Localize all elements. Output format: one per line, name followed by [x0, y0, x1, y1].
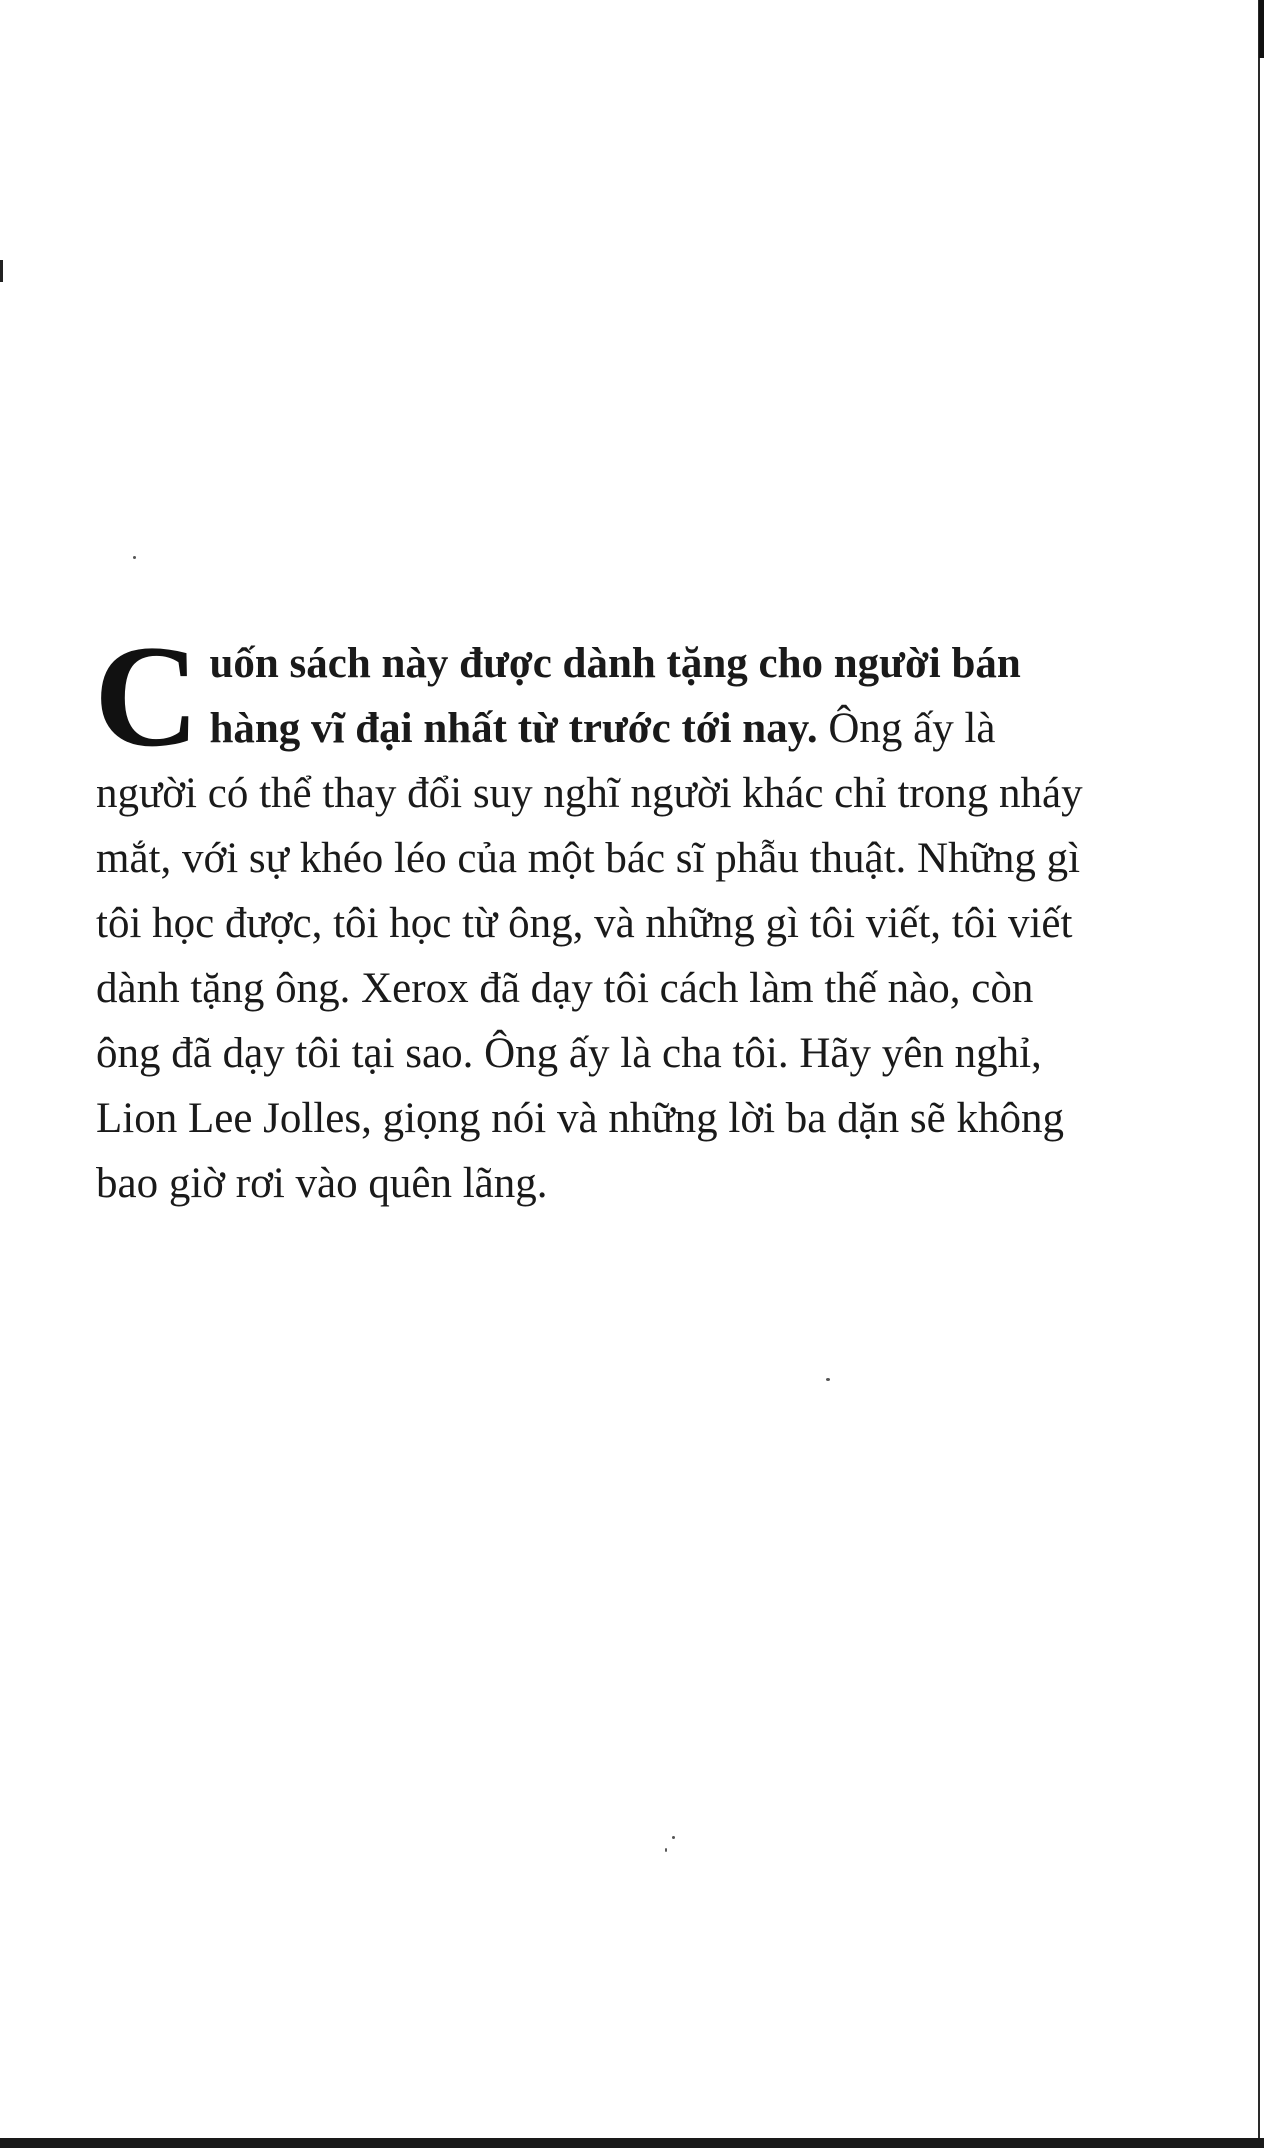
scan-speck: [826, 1378, 830, 1381]
dedication-lead: uốn sách này được dành tặng cho người bán hàng vĩ đại nhất từ trước tới nay.: [209, 640, 1021, 752]
dedication-paragraph: [94, 615, 1101, 1216]
scan-speck: [133, 556, 136, 559]
scan-edge-mark: [1259, 0, 1264, 58]
scan-edge-right: [1258, 0, 1260, 2148]
scan-speck: [672, 1836, 675, 1839]
scan-edge-bottom: [0, 2138, 1264, 2148]
scan-edge-left-mark: [0, 260, 3, 282]
drop-cap: C: [94, 615, 200, 777]
dedication-body: Ông ấy là người có thể thay đổi suy nghĩ người khác chỉ trong nháy mắt, với sự khéo léo của một bác sĩ phẫu thuật. Những gì tôi học được, tôi học từ ông, và những gì tôi viết, tôi viết dành tặng ông. Xerox đã dạy tôi cách làm thế nào, còn ông đã dạy tôi tại sao. Ông ấy là cha tôi. Hãy yên nghỉ, Lion Lee Jolles, giọng nói và những lời ba dặn sẽ không bao giờ rơi vào quên lãng.: [96, 705, 1083, 1207]
scan-speck: [665, 1848, 667, 1852]
